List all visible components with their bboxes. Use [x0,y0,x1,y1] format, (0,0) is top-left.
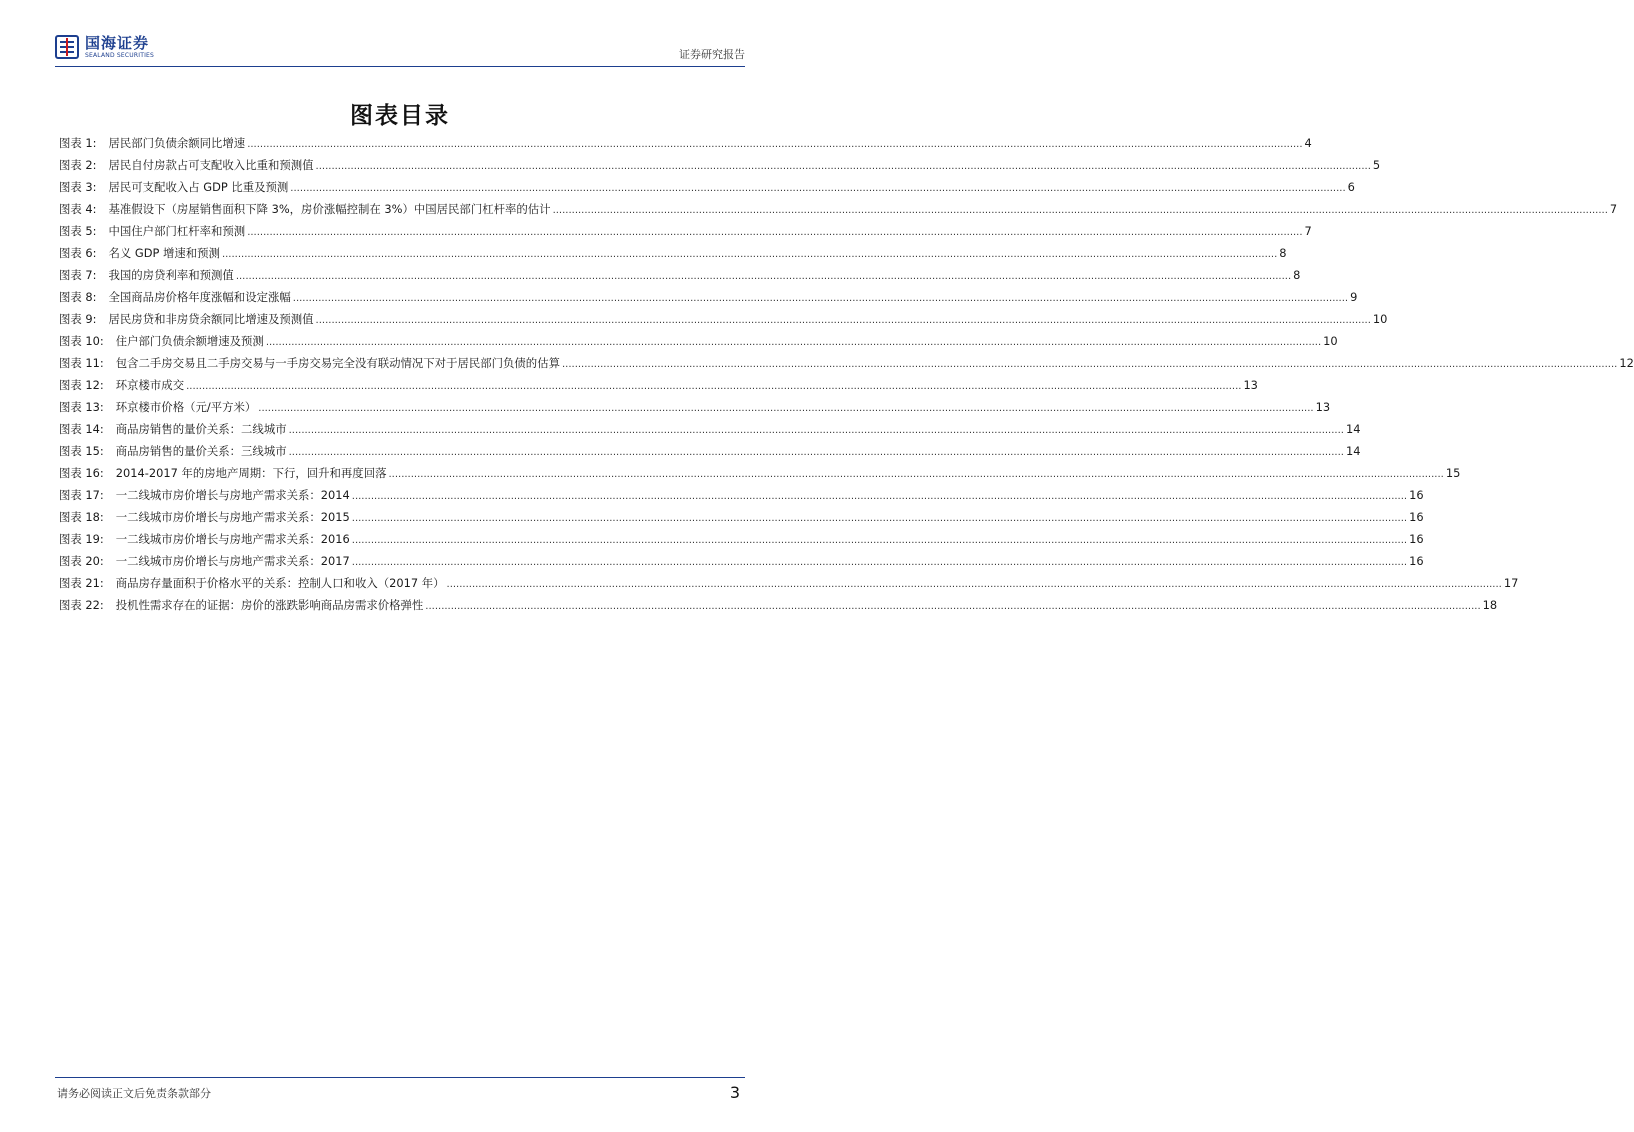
page-title: 图表目录 [350,103,450,129]
toc-entry-page: 13 [1315,400,1331,414]
toc-entry-page: 13 [1243,378,1258,392]
toc-entry[interactable] [59,223,1312,245]
report-type-label: 证券研究报告 [679,48,745,61]
toc-entry-title: 名义 GDP 增速和预测 [108,246,220,260]
toc-entry-label: 图表 12: [59,378,104,392]
toc-entry-title: 投机性需求存在的证据：房价的涨跌影响商品房需求价格弹性 [115,598,424,612]
toc-entry-label: 图表 7: [59,268,97,282]
toc-entry-label: 图表 2: [59,158,97,172]
page-number: 3 [729,1083,740,1102]
table-of-figures [59,135,1634,619]
toc-entry-leader-dots [293,293,1348,304]
toc-entry-label: 图表 4: [59,202,97,216]
toc-entry-page: 4 [1304,136,1312,150]
toc-entry-leader-dots [352,491,1407,502]
toc-entry[interactable] [59,245,1287,267]
toc-entry-leader-dots [258,403,1313,414]
toc-entry-page: 14 [1345,422,1361,436]
toc-entry-page: 16 [1409,488,1424,502]
toc-entry-leader-dots [222,249,1277,260]
toc-entry[interactable] [59,267,1301,289]
toc-entry-title: 一二线城市房价增长与房地产需求关系：2014 [115,488,350,502]
toc-entry-label: 图表 3: [59,180,97,194]
toc-entry-leader-dots [186,381,1241,392]
toc-entry-leader-dots [352,513,1407,524]
toc-entry[interactable] [59,487,1424,509]
toc-entry-label: 图表 9: [59,312,97,326]
header-divider [55,66,745,67]
toc-entry-title: 2014-2017 年的房地产周期：下行，回升和再度回落 [115,466,387,480]
toc-entry-title: 环京楼市成交 [115,378,185,392]
toc-entry-page: 12 [1619,356,1634,370]
toc-entry[interactable] [59,179,1355,201]
logo-english-name: SEALAND SECURITIES [85,51,155,59]
footer-disclaimer: 请务必阅读正文后免责条款部分 [57,1087,211,1100]
toc-entry[interactable] [59,597,1498,619]
toc-entry-label: 图表 16: [59,466,104,480]
toc-entry[interactable] [59,421,1361,443]
toc-entry-page: 7 [1304,224,1312,238]
toc-entry-label: 图表 13: [59,400,104,414]
toc-entry-leader-dots [290,183,1345,194]
sealand-logo-icon [55,34,79,60]
toc-entry[interactable] [59,443,1361,465]
toc-entry-page: 5 [1372,158,1381,172]
toc-entry-label: 图表 11: [59,356,104,370]
toc-entry-title: 居民房贷和非房贷余额同比增速及预测值 [108,312,314,326]
toc-entry-title: 我国的房贷利率和预测值 [108,268,234,282]
toc-entry-title: 一二线城市房价增长与房地产需求关系：2016 [115,532,350,546]
toc-entry[interactable] [59,509,1424,531]
toc-entry-page: 9 [1350,290,1358,304]
toc-entry-page: 16 [1409,510,1424,524]
toc-entry-leader-dots [247,139,1302,150]
toc-entry[interactable] [59,355,1634,377]
toc-entry-page: 7 [1609,202,1618,216]
company-logo [55,32,154,62]
toc-entry-label: 图表 21: [59,576,104,590]
toc-entry[interactable] [59,575,1519,597]
toc-entry-label: 图表 1: [59,136,97,150]
toc-entry[interactable] [59,399,1331,421]
toc-entry-leader-dots [316,161,1371,172]
toc-entry-leader-dots [562,359,1617,370]
toc-entry-label: 图表 18: [59,510,104,524]
toc-entry-leader-dots [316,315,1371,326]
toc-entry[interactable] [59,465,1461,487]
toc-entry-page: 14 [1345,444,1361,458]
toc-entry-leader-dots [388,469,1443,480]
toc-entry-title: 居民可支配收入占 GDP 比重及预测 [108,180,289,194]
toc-entry-leader-dots [289,447,1344,458]
footer-divider [55,1077,745,1078]
toc-entry-title: 商品房销售的量价关系：二线城市 [115,422,287,436]
toc-entry-leader-dots [352,535,1407,546]
toc-entry-page: 18 [1482,598,1498,612]
toc-entry-leader-dots [236,271,1291,282]
toc-entry[interactable] [59,201,1618,223]
toc-entry[interactable] [59,531,1424,553]
toc-entry-title: 居民自付房款占可支配收入比重和预测值 [108,158,314,172]
toc-entry-leader-dots [266,337,1321,348]
toc-entry[interactable] [59,289,1358,311]
toc-entry-page: 16 [1409,554,1424,568]
toc-entry-label: 图表 22: [59,598,104,612]
toc-entry-page: 6 [1347,180,1355,194]
page-header [55,30,745,66]
toc-entry-page: 10 [1372,312,1388,326]
toc-entry-title: 商品房销售的量价关系：三线城市 [115,444,287,458]
toc-entry-title: 一二线城市房价增长与房地产需求关系：2015 [115,510,350,524]
toc-entry-leader-dots [425,601,1480,612]
toc-entry[interactable] [59,157,1381,179]
toc-entry-title: 环京楼市价格（元/平方米） [115,400,257,414]
toc-entry-label: 图表 15: [59,444,104,458]
logo-chinese-name: 国海证券 [85,33,150,52]
toc-entry-label: 图表 5: [59,224,97,238]
toc-entry-title: 中国住户部门杠杆率和预测 [108,224,246,238]
toc-entry-title: 商品房存量面积于价格水平的关系：控制人口和收入（2017 年） [115,576,445,590]
toc-entry-page: 8 [1279,246,1287,260]
toc-entry-label: 图表 14: [59,422,104,436]
toc-entry-leader-dots [553,205,1608,216]
toc-entry-page: 8 [1293,268,1301,282]
toc-entry[interactable] [59,333,1338,355]
toc-entry[interactable] [59,553,1424,575]
toc-entry-title: 一二线城市房价增长与房地产需求关系：2017 [115,554,350,568]
toc-entry-page: 15 [1445,466,1461,480]
toc-entry-page: 16 [1409,532,1424,546]
toc-entry-label: 图表 17: [59,488,104,502]
toc-entry-title: 住户部门负债余额增速及预测 [115,334,264,348]
toc-entry-title: 全国商品房价格年度涨幅和设定涨幅 [108,290,291,304]
toc-entry-label: 图表 20: [59,554,104,568]
toc-entry-leader-dots [447,579,1502,590]
toc-entry-leader-dots [247,227,1302,238]
toc-entry-title: 居民部门负债余额同比增速 [108,136,246,150]
toc-entry-label: 图表 6: [59,246,97,260]
toc-entry-leader-dots [289,425,1344,436]
toc-entry[interactable] [59,377,1258,399]
toc-entry-label: 图表 19: [59,532,104,546]
toc-entry-label: 图表 10: [59,334,104,348]
toc-entry-label: 图表 8: [59,290,97,304]
toc-entry[interactable] [59,311,1388,333]
toc-entry-title: 包含二手房交易且二手房交易与一手房交易完全没有联动情况下对于居民部门负债的估算 [115,356,560,370]
toc-entry[interactable] [59,135,1312,157]
toc-entry-page: 17 [1503,576,1519,590]
toc-entry-leader-dots [352,557,1407,568]
toc-entry-page: 10 [1323,334,1338,348]
toc-entry-title: 基准假设下（房屋销售面积下降 3%，房价涨幅控制在 3%）中国居民部门杠杆率的估计 [108,202,551,216]
